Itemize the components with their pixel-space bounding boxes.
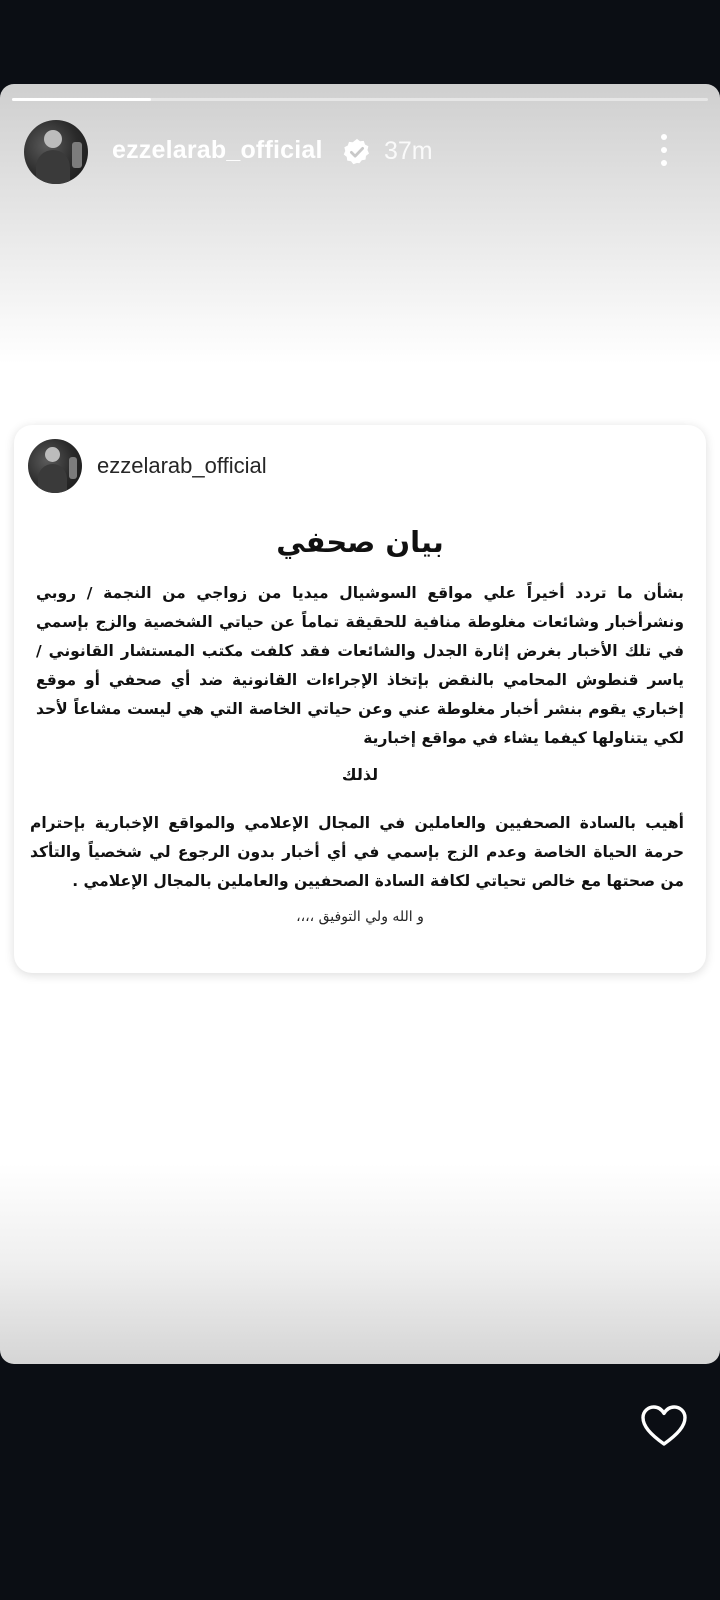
story-username[interactable]: ezzelarab_official <box>112 136 323 164</box>
verified-badge-icon <box>342 137 372 167</box>
press-statement-body <box>36 579 684 753</box>
story-time: 37m <box>384 137 433 165</box>
press-statement-title: بيان صحفي <box>276 525 444 559</box>
statement-closing: و الله ولي التوفيق ،،،، <box>296 909 424 925</box>
statement-paragraph: بشأن ما تردد أخيراً علي مواقع السوشيال ميديا من زواجي من النجمة / روبي ونشرأخبار وشائعات مغلوطة منافية للحقيقة تماماً عن حياتي الشخصية والزج بإسمي في تلك الأخبار بغرض إثارة الجدل والشائعات فقد كلفت مكتب المستشار القانوني / ياسر قنطوش المحامي بالنقض بإتخاذ الإجراءات القانونية ضد أي صحفي أو موقع إخباري يقوم بنشر أخبار مغلوطة عني وعن حياتي الخاصة التي هي ليست مشاعاً لأحد لكي يتناولها كيفما يشاء في مواقع إخبارية <box>36 584 684 747</box>
more-vertical-icon[interactable] <box>656 132 672 168</box>
story-frame[interactable] <box>0 84 720 1364</box>
appeal-paragraph: أهيب بالسادة الصحفيين والعاملين في المجال الإعلامي والمواقع الإخبارية بإحترام حرمة الحياة الخاصة وعدم الزج بإسمي في أي أخبار بدون الرجوع لي شخصياً والتأكد من صحتها مع خالص تحياتي لكافة السادة الصحفيين والعاملين بالمجال الإعلامي . <box>30 814 684 890</box>
post-avatar[interactable] <box>28 439 82 493</box>
reshared-post-card[interactable] <box>14 425 706 973</box>
story-progress-bar <box>12 98 708 101</box>
post-username[interactable]: ezzelarab_official <box>97 453 267 478</box>
heart-outline-icon[interactable] <box>640 1404 688 1448</box>
press-statement-appeal <box>30 809 684 896</box>
story-avatar[interactable] <box>24 120 88 184</box>
statement-section-heading: لذلك <box>341 765 379 784</box>
story-progress-fill <box>12 98 151 101</box>
